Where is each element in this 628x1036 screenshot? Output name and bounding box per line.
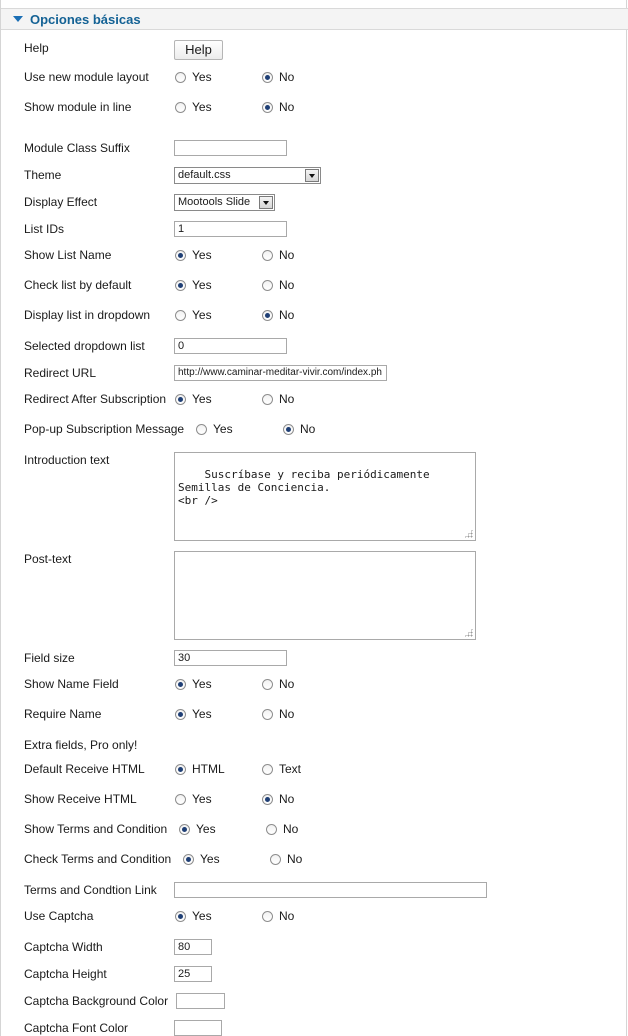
terms-link-input[interactable] (174, 882, 487, 898)
use-captcha-option-yes[interactable]: Yes (192, 909, 212, 923)
captcha-font-color-label: Captcha Font Color (24, 1021, 129, 1035)
use-new-module-layout-radio-yes[interactable] (175, 72, 186, 83)
check-terms-and-condition-radio-yes[interactable] (183, 854, 194, 865)
resize-grip-icon[interactable] (464, 529, 473, 538)
captcha-width-input[interactable]: 80 (174, 939, 212, 955)
check-terms-and-condition-label: Check Terms and Condition (24, 852, 172, 866)
theme-select-value: default.css (178, 169, 231, 181)
check-terms-and-condition-option-yes[interactable]: Yes (200, 852, 220, 866)
module-class-suffix-label: Module Class Suffix (24, 141, 130, 155)
display-effect-label: Display Effect (24, 195, 98, 209)
use-captcha-option-no[interactable]: No (279, 909, 295, 923)
check-list-by-default-label: Check list by default (24, 278, 132, 292)
chevron-down-icon[interactable] (305, 169, 319, 182)
redirect-after-subscription-option-yes[interactable]: Yes (192, 392, 212, 406)
display-effect-select-value: Mootools Slide (178, 196, 251, 208)
theme-label: Theme (24, 168, 62, 182)
captcha-bg-color-label: Captcha Background Color (24, 994, 169, 1008)
popup-subscription-message-radio-no[interactable] (283, 424, 294, 435)
show-receive-html-label: Show Receive HTML (24, 792, 137, 806)
show-module-in-line-label: Show module in line (24, 100, 132, 114)
captcha-font-color-input[interactable] (174, 1020, 222, 1036)
chevron-down-icon[interactable] (259, 196, 273, 209)
captcha-width-label: Captcha Width (24, 940, 103, 954)
check-terms-and-condition-radio-no[interactable] (270, 854, 281, 865)
default-receive-html-radio-text[interactable] (262, 764, 273, 775)
check-list-by-default-radio-no[interactable] (262, 280, 273, 291)
show-terms-and-condition-radio-yes[interactable] (179, 824, 190, 835)
display-list-in-dropdown-option-no[interactable]: No (279, 308, 295, 322)
show-module-in-line-option-no[interactable]: No (279, 100, 295, 114)
use-new-module-layout-option-no[interactable]: No (279, 70, 295, 84)
post-text-label: Post-text (24, 552, 72, 566)
show-module-in-line-option-yes[interactable]: Yes (192, 100, 212, 114)
display-list-in-dropdown-radio-no[interactable] (262, 310, 273, 321)
use-new-module-layout-radio-no[interactable] (262, 72, 273, 83)
show-list-name-radio-no[interactable] (262, 250, 273, 261)
collapse-triangle-icon[interactable] (13, 16, 23, 22)
help-label: Help (24, 41, 49, 55)
use-captcha-radio-no[interactable] (262, 911, 273, 922)
show-list-name-option-no[interactable]: No (279, 248, 295, 262)
field-size-input[interactable]: 30 (174, 650, 287, 666)
use-new-module-layout-label: Use new module layout (24, 70, 149, 84)
field-size-label: Field size (24, 651, 75, 665)
captcha-height-label: Captcha Height (24, 967, 107, 981)
selected-dropdown-list-label: Selected dropdown list (24, 339, 145, 353)
captcha-height-input[interactable]: 25 (174, 966, 212, 982)
require-name-radio-yes[interactable] (175, 709, 186, 720)
show-name-field-option-no[interactable]: No (279, 677, 295, 691)
show-name-field-option-yes[interactable]: Yes (192, 677, 212, 691)
popup-subscription-message-radio-yes[interactable] (196, 424, 207, 435)
use-captcha-radio-yes[interactable] (175, 911, 186, 922)
captcha-bg-color-input[interactable] (176, 993, 225, 1009)
default-receive-html-option-text[interactable]: Text (279, 762, 302, 776)
introduction-text-textarea[interactable] (174, 452, 476, 541)
show-terms-and-condition-option-no[interactable]: No (283, 822, 299, 836)
default-receive-html-option-html[interactable]: HTML (192, 762, 225, 776)
require-name-option-no[interactable]: No (279, 707, 295, 721)
introduction-text-label: Introduction text (24, 453, 110, 467)
use-new-module-layout-option-yes[interactable]: Yes (192, 70, 212, 84)
list-ids-label: List IDs (24, 222, 65, 236)
show-receive-html-radio-no[interactable] (262, 794, 273, 805)
show-name-field-radio-yes[interactable] (175, 679, 186, 690)
extra-fields-note: Extra fields, Pro only! (24, 738, 138, 752)
section-title[interactable]: Opciones básicas (30, 12, 141, 27)
popup-subscription-message-option-yes[interactable]: Yes (213, 422, 233, 436)
default-receive-html-radio-html[interactable] (175, 764, 186, 775)
redirect-url-input[interactable]: http://www.caminar-meditar-vivir.com/index.ph (174, 365, 387, 381)
popup-subscription-message-option-no[interactable]: No (300, 422, 316, 436)
redirect-url-label: Redirect URL (24, 366, 97, 380)
show-receive-html-option-yes[interactable]: Yes (192, 792, 212, 806)
show-terms-and-condition-label: Show Terms and Condition (24, 822, 168, 836)
show-list-name-option-yes[interactable]: Yes (192, 248, 212, 262)
display-effect-select[interactable] (174, 194, 275, 211)
show-module-in-line-radio-no[interactable] (262, 102, 273, 113)
popup-subscription-message-label: Pop-up Subscription Message (24, 422, 185, 436)
redirect-after-subscription-label: Redirect After Subscription (24, 392, 167, 406)
show-terms-and-condition-radio-no[interactable] (266, 824, 277, 835)
display-list-in-dropdown-option-yes[interactable]: Yes (192, 308, 212, 322)
display-list-in-dropdown-radio-yes[interactable] (175, 310, 186, 321)
selected-dropdown-list-input[interactable]: 0 (174, 338, 287, 354)
check-terms-and-condition-option-no[interactable]: No (287, 852, 303, 866)
check-list-by-default-radio-yes[interactable] (175, 280, 186, 291)
require-name-label: Require Name (24, 707, 102, 721)
redirect-after-subscription-option-no[interactable]: No (279, 392, 295, 406)
show-name-field-label: Show Name Field (24, 677, 119, 691)
help-button[interactable]: Help (174, 40, 223, 60)
show-list-name-label: Show List Name (24, 248, 112, 262)
resize-grip-icon[interactable] (464, 628, 473, 637)
show-terms-and-condition-option-yes[interactable]: Yes (196, 822, 216, 836)
check-list-by-default-option-yes[interactable]: Yes (192, 278, 212, 292)
show-receive-html-option-no[interactable]: No (279, 792, 295, 806)
introduction-text-value: Suscríbase y reciba periódicamente Semillas de Conciencia. <br /> (178, 468, 430, 507)
default-receive-html-label: Default Receive HTML (24, 762, 145, 776)
post-text-textarea[interactable] (174, 551, 476, 640)
redirect-after-subscription-radio-yes[interactable] (175, 394, 186, 405)
display-list-in-dropdown-label: Display list in dropdown (24, 308, 151, 322)
show-list-name-radio-yes[interactable] (175, 250, 186, 261)
terms-link-label: Terms and Condtion Link (24, 883, 157, 897)
show-module-in-line-radio-yes[interactable] (175, 102, 186, 113)
check-list-by-default-option-no[interactable]: No (279, 278, 295, 292)
module-class-suffix-input[interactable] (174, 140, 287, 156)
use-captcha-label: Use Captcha (24, 909, 94, 923)
list-ids-input[interactable]: 1 (174, 221, 287, 237)
show-name-field-radio-no[interactable] (262, 679, 273, 690)
section-header[interactable] (1, 8, 628, 30)
require-name-option-yes[interactable]: Yes (192, 707, 212, 721)
redirect-after-subscription-radio-no[interactable] (262, 394, 273, 405)
require-name-radio-no[interactable] (262, 709, 273, 720)
show-receive-html-radio-yes[interactable] (175, 794, 186, 805)
theme-select[interactable] (174, 167, 321, 184)
